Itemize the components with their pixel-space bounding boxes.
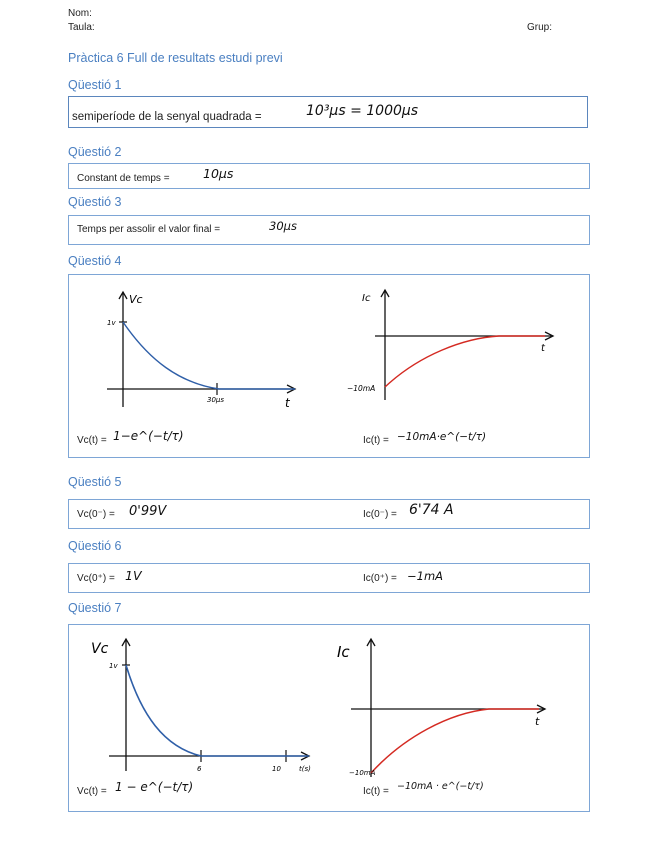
q7-ic-y-tick-label: −10mA [349,769,376,777]
q4-ic-axis-y-label: Ic [362,293,371,304]
q4-ic-curve [385,336,545,387]
q4-vc-axis-x-label: t [285,396,290,410]
q7-vc-y-tick-label: 1v [109,662,118,670]
q3-answer: 30µs [269,219,297,233]
q5-vc-label: Vc(0⁻) = [77,509,115,520]
q6-vc-label: Vc(0⁺) = [77,573,115,584]
grup-label: Grup: [527,22,553,33]
q7-ic-answer: −10mA · e^(−t/τ) [397,781,484,792]
q4-vc-curve [123,322,295,389]
q1-label: semiperíode de la senyal quadrada = [72,111,262,123]
q3-answer-box [68,215,590,245]
q4-vc-y-tick-label: 1v [107,319,116,327]
q5-heading: Qüestió 5 [68,475,122,489]
q7-ic-label: Ic(t) = [363,786,389,797]
q6-heading: Qüestió 6 [68,539,122,553]
q7-vc-curve [126,665,309,756]
q2-answer-box [68,163,590,189]
q4-vc-axis-y-label: Vc [129,293,143,306]
q4-ic-graph [347,290,553,400]
q4-vc-label: Vc(t) = [77,435,107,446]
q4-ic-answer: −10mA·e^(−t/τ) [397,431,487,443]
q7-vc-axis-x-label: t(s) [299,765,311,773]
q4-ic-label: Ic(t) = [363,435,389,446]
taula-label: Taula: [68,22,95,33]
q5-ic-label: Ic(0⁻) = [363,509,397,520]
q5-vc-answer: 0'99V [129,504,167,519]
q4-ic-y-tick-label: −10mA [347,384,376,393]
q1-answer-box [68,96,588,128]
q1-heading: Qüestió 1 [68,78,122,92]
q4-ic-axis-x-label: t [541,343,545,354]
q2-heading: Qüestió 2 [68,145,122,159]
q5-answer-box [68,499,590,529]
q1-answer: 10³µs = 1000µs [306,103,419,119]
q3-heading: Qüestió 3 [68,195,122,209]
q7-heading: Qüestió 7 [68,601,122,615]
q7-ic-axis-x-label: t [535,715,540,728]
q7-vc-graph [91,639,311,773]
q2-label: Constant de temps = [77,173,170,184]
q7-vc-x-tick2-label: 10 [272,765,281,773]
q7-vc-axis-y-label: Vc [91,641,109,657]
q7-vc-label: Vc(t) = [77,786,107,797]
q4-heading: Qüestió 4 [68,254,122,268]
nom-label: Nom: [68,8,92,19]
q7-vc-x-tick1-label: 6 [197,765,202,773]
q6-answer-box [68,563,590,593]
q7-vc-answer: 1 − e^(−t/τ) [115,780,194,794]
q7-ic-axis-y-label: Ic [337,643,350,661]
q4-vc-x-tick-label: 30µs [207,396,225,404]
q2-answer: 10µs [203,166,234,181]
q4-vc-answer: 1−e^(−t/τ) [113,429,184,443]
q7-answer-box [68,624,590,812]
q3-label: Temps per assolir el valor final = [77,224,221,235]
q6-ic-answer: −1mA [407,569,444,583]
q5-ic-answer: 6'74 A [409,502,454,518]
q7-ic-graph [337,639,545,777]
q7-ic-curve [371,709,539,773]
page-title: Pràctica 6 Full de resultats estudi previ [68,51,283,65]
q4-vc-graph [107,292,295,410]
q6-vc-answer: 1V [125,568,142,583]
q6-ic-label: Ic(0⁺) = [363,573,397,584]
q4-answer-box [68,274,590,458]
